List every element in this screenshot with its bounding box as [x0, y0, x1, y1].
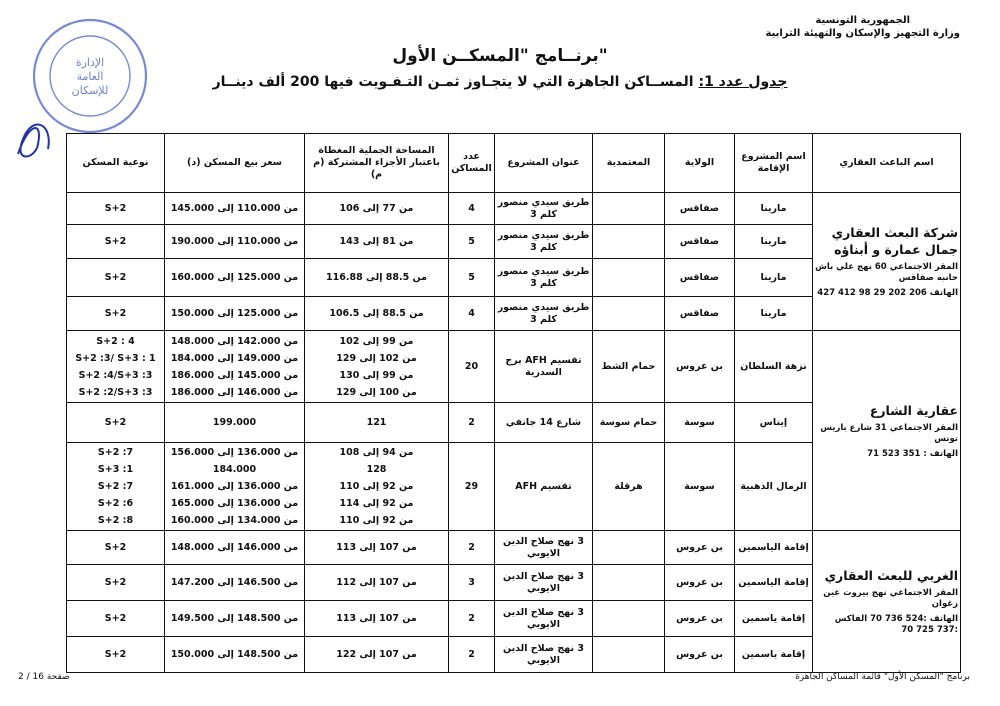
price-cell: من 110.000 إلى 190.000 — [165, 225, 305, 259]
type-line: S+2 :6 — [97, 498, 134, 509]
delegation-cell — [593, 297, 665, 331]
state-cell: بن عروس — [665, 565, 735, 601]
project-cell: الرمال الذهبية — [735, 443, 813, 531]
type-cell: S+2 — [67, 531, 165, 565]
header-price: سعر بيع المسكن (د) — [165, 134, 305, 193]
promoter-phone: الهاتف 206 202 29 98 412 427 — [817, 288, 958, 298]
area-cell: من 88.5 إلى 106.5 — [305, 297, 449, 331]
table-number: جدول عدد 1: — [698, 74, 788, 90]
price-line: من 136.000 إلى 165.000 — [170, 498, 299, 509]
state-cell: بن عروس — [665, 331, 735, 403]
type-cell: S+2 — [67, 601, 165, 637]
state-cell: سوسة — [665, 443, 735, 531]
count-cell: 4 — [449, 193, 495, 225]
header-type: نوعية المسكن — [67, 134, 165, 193]
count-cell: 5 — [449, 225, 495, 259]
state-cell: صفاقس — [665, 193, 735, 225]
area-line: من 92 إلى 114 — [339, 498, 414, 509]
count-cell: 4 — [449, 297, 495, 331]
count-cell: 5 — [449, 259, 495, 297]
area-cell: من 107 إلى 113 — [305, 531, 449, 565]
type-cell: S+2 — [67, 565, 165, 601]
header-area: المساحة الجملية المغطاة باعتبار الأجزاء المشتركة (م م) — [305, 134, 449, 193]
ministry-header — [765, 14, 960, 40]
promoter-cell — [813, 531, 961, 673]
price-cell: من 148.500 إلى 149.500 — [165, 601, 305, 637]
price-cell: من 110.000 إلى 145.000 — [165, 193, 305, 225]
price-line: 184.000 — [212, 464, 257, 475]
page-number: صفحة 16 / 2 — [18, 672, 70, 682]
project-cell: مارينا — [735, 297, 813, 331]
project-cell: إقامة الياسمين — [735, 565, 813, 601]
price-line: من 146.000 إلى 186.000 — [170, 386, 299, 398]
type-cell: S+2 — [67, 297, 165, 331]
promoter-phone: الهاتف :524 736 70 الفاكس :737 725 70 — [834, 614, 958, 635]
type-cell: S+2 — [67, 403, 165, 443]
address-cell: شارع 14 جانفي — [495, 403, 593, 443]
area-cell: من 107 إلى 113 — [305, 601, 449, 637]
address-cell: تقسيم AFH برج السدرية — [495, 331, 593, 403]
type-line: S+2 :7 — [97, 447, 134, 458]
delegation-cell — [593, 259, 665, 297]
delegation-cell — [593, 193, 665, 225]
price-cell: 199.000 — [165, 403, 305, 443]
project-cell: مارينا — [735, 225, 813, 259]
promoter-cell — [813, 331, 961, 531]
table-row — [67, 531, 961, 565]
price-cell: من 148.500 إلى 150.000 — [165, 637, 305, 673]
area-cell: من 88.5 إلى 116.88 — [305, 259, 449, 297]
type-line: S+2 :2/S+3 :3 — [78, 386, 153, 398]
svg-text:الإدارة: الإدارة — [75, 56, 105, 69]
type-cell — [67, 331, 165, 403]
ministry-line: وزارة التجهيز والإسكان والتهيئة الترابية — [765, 28, 960, 39]
header-promoter: اسم الباعث العقاري — [813, 134, 961, 193]
address-cell: تقسيم AFH — [495, 443, 593, 531]
price-cell — [165, 443, 305, 531]
area-cell: من 107 إلى 112 — [305, 565, 449, 601]
price-line: من 142.000 إلى 148.000 — [170, 335, 299, 347]
price-line: من 136.000 إلى 161.000 — [170, 481, 299, 492]
delegation-cell — [593, 565, 665, 601]
price-line: من 136.000 إلى 156.000 — [170, 447, 299, 458]
price-cell: من 125.000 إلى 160.000 — [165, 259, 305, 297]
area-line: من 92 إلى 110 — [339, 481, 414, 492]
delegation-cell — [593, 601, 665, 637]
price-line: من 145.000 إلى 186.000 — [170, 369, 299, 381]
area-line: من 99 إلى 130 — [339, 369, 414, 381]
type-line: S+2 :8 — [97, 515, 134, 526]
area-cell: من 77 إلى 106 — [305, 193, 449, 225]
type-line: S+3 :1 — [97, 464, 134, 475]
address-cell: طريق سيدي منصور كلم 3 — [495, 193, 593, 225]
count-cell: 2 — [449, 637, 495, 673]
type-cell: S+2 — [67, 259, 165, 297]
table-row — [67, 331, 961, 403]
table-description: المســاكن الجاهزة التي لا يتجـاوز ثمـن التـفـويت فيها 200 ألف دينــار — [212, 74, 694, 90]
address-cell: 3 نهج صلاح الدين الايوبي — [495, 601, 593, 637]
state-cell: بن عروس — [665, 601, 735, 637]
header-state: الولاية — [665, 134, 735, 193]
state-cell: صفاقس — [665, 297, 735, 331]
area-cell: من 107 إلى 122 — [305, 637, 449, 673]
count-cell: 29 — [449, 443, 495, 531]
promoter-name: عقارية الشارع — [869, 402, 958, 418]
table-row — [67, 193, 961, 225]
delegation-cell: حمام سوسة — [593, 403, 665, 443]
state-cell: بن عروس — [665, 531, 735, 565]
count-cell: 3 — [449, 565, 495, 601]
promoter-address: المقر الاجتماعي 60 نهج علي باش حانبه صفاقس — [815, 262, 958, 283]
promoter-cell — [813, 193, 961, 331]
price-cell: من 146.500 إلى 147.200 — [165, 565, 305, 601]
area-line: من 92 إلى 110 — [339, 515, 414, 526]
area-line: من 102 إلى 129 — [336, 352, 417, 364]
area-cell: من 81 إلى 143 — [305, 225, 449, 259]
count-cell: 2 — [449, 403, 495, 443]
project-cell: مارينا — [735, 259, 813, 297]
address-cell: 3 نهج صلاح الدين الايوبي — [495, 565, 593, 601]
delegation-cell: حمام الشط — [593, 331, 665, 403]
type-line: S+2 : 4 — [96, 335, 135, 347]
housing-table — [66, 133, 961, 673]
type-line: S+2 :3/ S+3 : 1 — [75, 352, 156, 364]
page-title: برنــامج "المسكــن الأول" — [392, 46, 608, 66]
delegation-cell — [593, 637, 665, 673]
promoter-phone: الهاتف : 351 523 71 — [867, 448, 958, 459]
republic-line: الجمهورية التونسية — [815, 15, 911, 26]
delegation-cell — [593, 531, 665, 565]
area-cell — [305, 443, 449, 531]
price-line: من 149.000 إلى 184.000 — [170, 352, 299, 364]
address-cell: 3 نهج صلاح الدين الايوبي — [495, 531, 593, 565]
address-cell: طريق سيدي منصور كلم 3 — [495, 225, 593, 259]
project-cell: إقامة ياسمين — [735, 637, 813, 673]
address-cell: 3 نهج صلاح الدين الايوبي — [495, 637, 593, 673]
state-cell: صفاقس — [665, 225, 735, 259]
state-cell: بن عروس — [665, 637, 735, 673]
project-cell: إيناس — [735, 403, 813, 443]
promoter-address: المقر الاجتماعي نهج بيروت عين زغوان — [823, 588, 958, 609]
address-cell: طريق سيدي منصور كلم 3 — [495, 259, 593, 297]
header-project: اسم المشروع الإقامة — [735, 134, 813, 193]
header-delegation: المعتمدية — [593, 134, 665, 193]
footer-program: برنامج "المسكن الأول" قائمة المساكن الجاهزة — [795, 672, 970, 682]
table-caption — [0, 74, 1000, 90]
svg-text:العامة: العامة — [76, 70, 104, 83]
price-cell — [165, 331, 305, 403]
project-cell: إقامة الياسمين — [735, 531, 813, 565]
header-address: عنوان المشروع — [495, 134, 593, 193]
project-cell: إقامة ياسمين — [735, 601, 813, 637]
header-count: عدد المساكن — [449, 134, 495, 193]
count-cell: 2 — [449, 601, 495, 637]
svg-text:للإسكان: للإسكان — [71, 84, 109, 97]
area-cell — [305, 331, 449, 403]
type-cell — [67, 443, 165, 531]
price-line: من 134.000 إلى 160.000 — [170, 515, 299, 526]
type-cell: S+2 — [67, 637, 165, 673]
promoter-name: الغربي للبعث العقاري — [824, 568, 958, 583]
state-cell: سوسة — [665, 403, 735, 443]
type-line: S+2 :4/S+3 :3 — [78, 369, 153, 381]
address-cell: طريق سيدي منصور كلم 3 — [495, 297, 593, 331]
promoter-name: شركة البعث العقاري جمال عمارة و أبناؤه — [831, 225, 958, 257]
delegation-cell: هرقلة — [593, 443, 665, 531]
promoter-address: المقر الاجتماعي 31 شارع باريس تونس — [820, 422, 958, 444]
price-cell: من 146.000 إلى 148.000 — [165, 531, 305, 565]
project-cell: مارينا — [735, 193, 813, 225]
area-cell: 121 — [305, 403, 449, 443]
type-line: S+2 :7 — [97, 481, 134, 492]
area-line: 128 — [366, 464, 387, 475]
type-cell: S+2 — [67, 193, 165, 225]
project-cell: نزهة السلطان — [735, 331, 813, 403]
price-cell: من 125.000 إلى 150.000 — [165, 297, 305, 331]
area-line: من 100 إلى 129 — [336, 386, 417, 398]
area-line: من 94 إلى 108 — [339, 447, 414, 458]
count-cell: 20 — [449, 331, 495, 403]
state-cell: صفاقس — [665, 259, 735, 297]
table-header-row — [67, 134, 961, 193]
delegation-cell — [593, 225, 665, 259]
area-line: من 99 إلى 102 — [339, 335, 414, 347]
count-cell: 2 — [449, 531, 495, 565]
type-cell: S+2 — [67, 225, 165, 259]
